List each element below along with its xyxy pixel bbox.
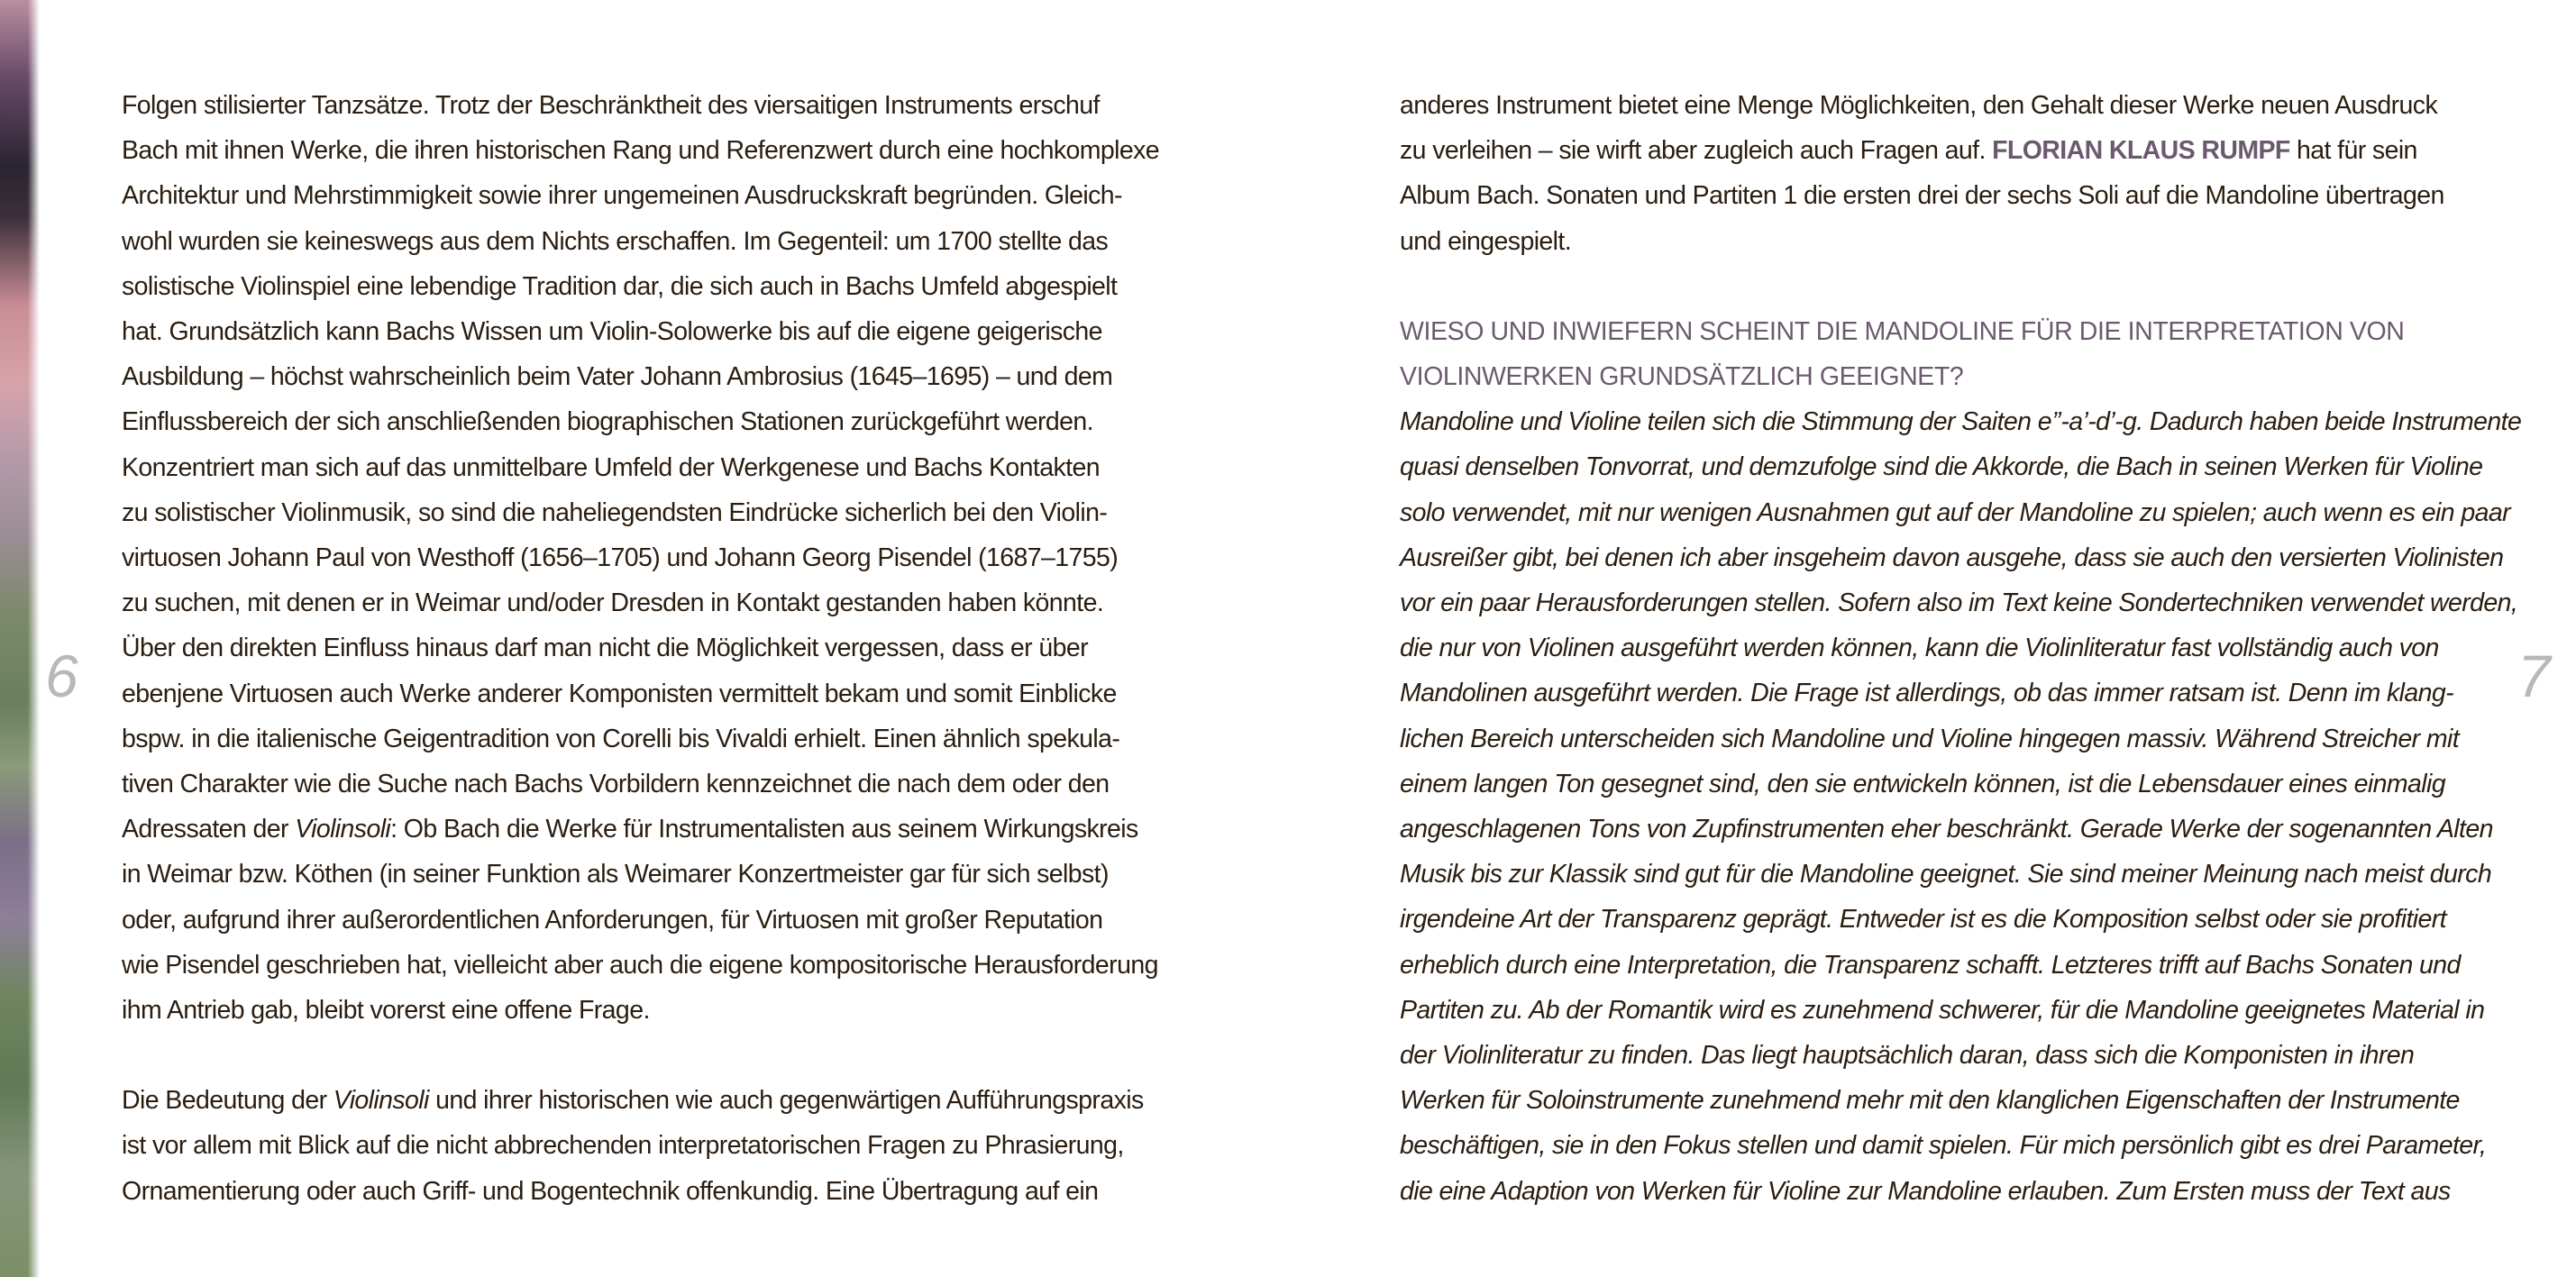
text-line: und eingespielt. [1400, 226, 1572, 256]
intro-paragraph [1400, 83, 2508, 264]
text-run: Adressaten der [122, 815, 296, 844]
text-line: Über den direkten Einfluss hinaus darf man nicht die Möglichkeit vergessen, dass er über [122, 634, 1088, 663]
text-line: oder, aufgrund ihrer außerordentlichen Anforderungen, für Virtuosen mit großer Reputation [122, 905, 1103, 935]
answer-line: angeschlagenen Tons von Zupfinstrumenten eher beschränkt. Gerade Werke der sogenannten Alten [1400, 815, 2493, 844]
text-run: zu verleihen – sie wirft aber zugleich auch Fragen auf. [1400, 136, 1993, 166]
paragraph-gap [122, 1033, 1221, 1078]
text-line: ebenjene Virtuosen auch Werke anderer Komponisten vermittelt bekam und somit Einblicke [122, 679, 1117, 708]
answer-line: Mandoline und Violine teilen sich die Stimmung der Saiten e’’-a’-d’-g. Dadurch haben beide Instrumente [1400, 407, 2522, 437]
answer-line: beschäftigen, sie in den Fokus stellen und damit spielen. Für mich persönlich gibt es drei Parameter, [1400, 1131, 2487, 1161]
text-line: zu suchen, mit denen er in Weimar und/oder Dresden in Kontakt gestanden haben könnte. [122, 588, 1104, 618]
text-line: in Weimar bzw. Köthen (in seiner Funktion als Weimarer Konzertmeister gar für sich selbst) [122, 860, 1109, 889]
text-line: virtuosen Johann Paul von Westhoff (1656–1705) und Johann Georg Pisendel (1687–1755) [122, 543, 1119, 573]
text-line: hat. Grundsätzlich kann Bachs Wissen um Violin-Solowerke bis auf die eigene geigerische [122, 317, 1102, 347]
answer-line: solo verwendet, mit nur wenigen Ausnahmen gut auf der Mandoline zu spielen; auch wenn es ein paar [1400, 497, 2510, 527]
artist-name: FLORIAN KLAUS RUMPF [1992, 136, 2290, 166]
text-line: bspw. in die italienische Geigentradition von Corelli bis Vivaldi erhielt. Einen ähnlich spekula- [122, 724, 1120, 753]
text-line: Einflussbereich der sich anschließenden biographischen Stationen zurückgeführt werden. [122, 407, 1093, 437]
text-line: wohl wurden sie keineswegs aus dem Nichts erschaffen. Im Gegenteil: um 1700 stellte das [122, 226, 1109, 256]
interview-question [1400, 309, 2508, 399]
left-page-text [122, 83, 1221, 1214]
answer-line: Ausreißer gibt, bei denen ich aber insgeheim davon ausgehe, dass sie auch den versierten Violinisten [1400, 543, 2504, 572]
text-line: Bach mit ihnen Werke, die ihren historischen Rang und Referenzwert durch eine hochkomplexe [122, 136, 1160, 166]
answer-line: die nur von Violinen ausgeführt werden können, kann die Violinliteratur fast vollständig auch von [1400, 634, 2439, 663]
text-run: Die Bedeutung der [122, 1086, 333, 1116]
text-run: : Ob Bach die Werke für Instrumentalisten aus seinem Wirkungskreis [390, 815, 1138, 844]
answer-line: Werken für Soloinstrumente zunehmend mehr mit den klanglichen Eigenschaften der Instrumente [1400, 1086, 2460, 1116]
answer-line: die eine Adaption von Werken für Violine zur Mandoline erlauben. Zum Ersten muss der Text aus [1400, 1176, 2451, 1206]
question-line: WIESO UND INWIEFERN SCHEINT DIE MANDOLINE FÜR DIE INTERPRETATION VON [1400, 316, 2405, 346]
paragraph-gap [1400, 264, 2508, 309]
text-line [122, 807, 1221, 852]
text-line: Konzentriert man sich auf das unmittelbare Umfeld der Werkgenese und Bachs Kontakten [122, 452, 1100, 482]
text-line: solistische Violinspiel eine lebendige Tradition dar, die sich auch in Bachs Umfeld abgespielt [122, 271, 1118, 301]
text-line: anderes Instrument bietet eine Menge Möglichkeiten, den Gehalt dieser Werke neuen Ausdruck [1400, 91, 2438, 120]
paragraph-1 [122, 83, 1221, 1033]
work-title-italic: Violinsoli [333, 1086, 429, 1116]
text-line: zu solistischer Violinmusik, so sind die naheliegendsten Eindrücke sicherlich bei den Violin- [122, 497, 1108, 527]
text-line: Architektur und Mehrstimmigkeit sowie ihrer ungemeinen Ausdruckskraft begründen. Gleich- [122, 181, 1122, 211]
answer-line: der Violinliteratur zu finden. Das liegt hauptsächlich daran, dass sich die Komponisten in ihren [1400, 1041, 2415, 1071]
cover-image-strip [0, 0, 40, 1277]
answer-line: vor ein paar Herausforderungen stellen. Sofern also im Text keine Sondertechniken verwendet werden, [1400, 588, 2518, 618]
text-run: und ihrer historischen wie auch gegenwärtigen Aufführungspraxis [428, 1086, 1144, 1116]
answer-line: Mandolinen ausgeführt werden. Die Frage ist allerdings, ob das immer ratsam ist. Denn im klang- [1400, 679, 2454, 708]
interview-answer [1400, 399, 2522, 1214]
answer-line: irgendeine Art der Transparenz geprägt. Entweder ist es die Komposition selbst oder sie profitiert [1400, 905, 2446, 935]
text-run: hat für sein [2289, 136, 2417, 166]
right-page-text [1400, 83, 2522, 1214]
answer-line: quasi denselben Tonvorrat, und demzufolge sind die Akkorde, die Bach in seinen Werken für Violine [1400, 452, 2483, 482]
answer-line: Musik bis zur Klassik sind gut für die Mandoline geeignet. Sie sind meiner Meinung nach meist durch [1400, 860, 2492, 889]
answer-line: lichen Bereich unterscheiden sich Mandoline und Violine hingegen massiv. Während Streicher mit [1400, 724, 2460, 753]
question-line: VIOLINWERKEN GRUNDSÄTZLICH GEEIGNET? [1400, 362, 1964, 392]
text-line: Folgen stilisierter Tanzsätze. Trotz der Beschränktheit des viersaitigen Instruments erschuf [122, 91, 1100, 120]
text-line: Ausbildung – höchst wahrscheinlich beim Vater Johann Ambrosius (1645–1695) – und dem [122, 362, 1113, 392]
text-line [122, 1078, 1221, 1123]
work-title-italic: Violinsoli [295, 815, 391, 844]
answer-line: einem langen Ton gesegnet sind, den sie entwickeln können, ist die Lebensdauer eines einmalig [1400, 769, 2445, 798]
page-number-left: 6 [45, 643, 78, 709]
text-line: ihm Antrieb gab, bleibt vorerst eine offene Frage. [122, 996, 650, 1026]
text-line: tiven Charakter wie die Suche nach Bachs Vorbildern kennzeichnet die nach dem oder den [122, 770, 1110, 799]
paragraph-2 [122, 1078, 1221, 1214]
answer-line: erheblich durch eine Interpretation, die Transparenz schafft. Letzteres trifft auf Bachs Sonaten und [1400, 950, 2461, 980]
text-line [1400, 128, 2508, 173]
text-line: ist vor allem mit Blick auf die nicht abbrechenden interpretatorischen Fragen zu Phrasierung, [122, 1131, 1124, 1161]
text-line: wie Pisendel geschrieben hat, vielleicht aber auch die eigene kompositorische Herausforderung [122, 950, 1158, 980]
answer-line: Partiten zu. Ab der Romantik wird es zunehmend schwerer, für die Mandoline geeignetes Material in [1400, 995, 2485, 1025]
text-line: Ornamentierung oder auch Griff- und Bogentechnik offenkundig. Eine Übertragung auf ein [122, 1176, 1099, 1206]
text-line: Album Bach. Sonaten und Partiten 1 die ersten drei der sechs Soli auf die Mandoline übertragen [1400, 181, 2444, 211]
page-number-right: 7 [2517, 643, 2551, 709]
